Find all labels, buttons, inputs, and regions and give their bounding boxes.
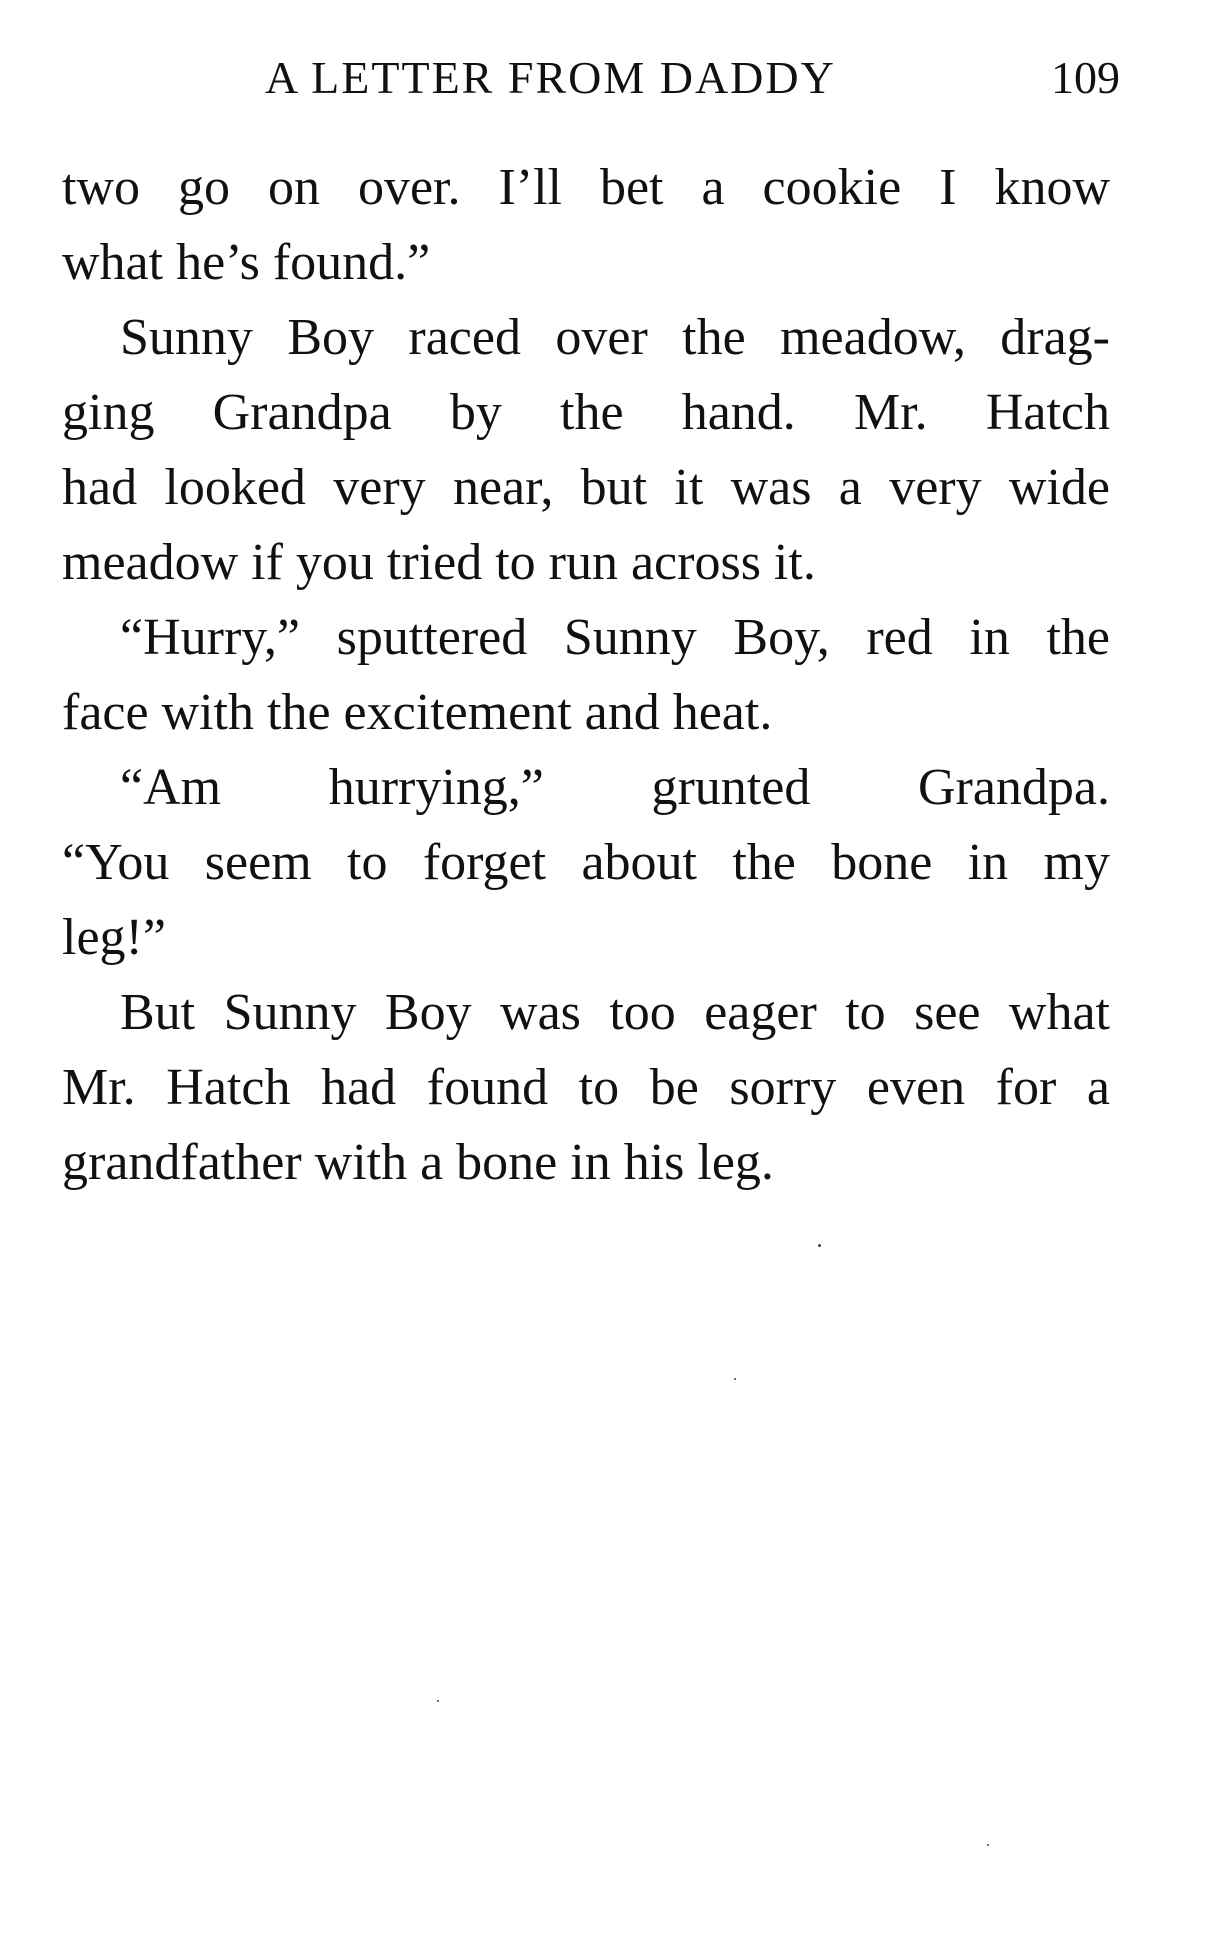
text-line: Sunny Boy raced over the meadow, drag- xyxy=(120,309,1110,366)
text-line: leg!” xyxy=(62,909,166,966)
running-head xyxy=(60,48,1120,108)
text-line: face with the excitement and heat. xyxy=(62,684,773,741)
scan-speck xyxy=(734,1378,736,1380)
text-line: “Am hurrying,” grunted Grandpa. xyxy=(120,759,1110,816)
text-line: But Sunny Boy was too eager to see what xyxy=(120,984,1110,1041)
text-line: meadow if you tried to run across it. xyxy=(62,534,816,591)
text-line: grandfather with a bone in his leg. xyxy=(62,1134,774,1191)
text-line: two go on over. I’ll bet a cookie I know xyxy=(62,159,1110,216)
text-line: “You seem to forget about the bone in my xyxy=(62,834,1110,891)
text-line: had looked very near, but it was a very wide xyxy=(62,459,1110,516)
scan-speck xyxy=(818,1244,821,1247)
running-title: A LETTER FROM DADDY xyxy=(265,52,836,103)
text-line: “Hurry,” sputtered Sunny Boy, red in the xyxy=(120,609,1110,666)
text-line: ging Grandpa by the hand. Mr. Hatch xyxy=(62,384,1110,441)
text-line: what he’s found.” xyxy=(62,234,431,291)
scan-speck xyxy=(987,1844,989,1846)
text-line: Mr. Hatch had found to be sorry even for a xyxy=(62,1059,1110,1116)
body-text xyxy=(62,150,1110,1200)
page-number: 109 xyxy=(1051,52,1120,103)
scan-speck xyxy=(437,1700,439,1702)
